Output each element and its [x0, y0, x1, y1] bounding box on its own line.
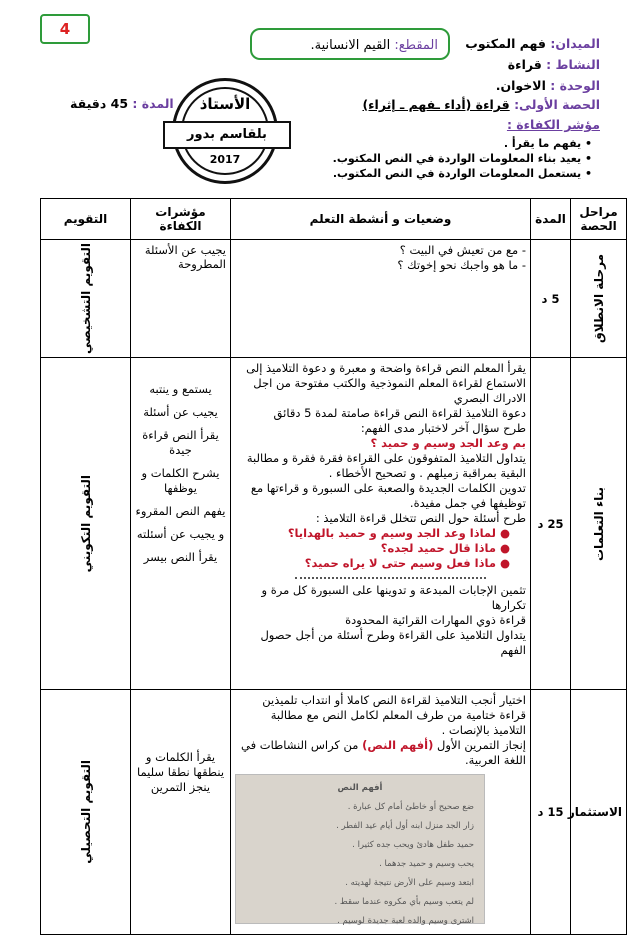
activity-line: دعوة التلاميذ لقراءة النص قراءة صامتة لمدة 5 دقائق: [273, 406, 526, 421]
activity-line: إنجاز التمرين الأول (أفهم النص) من كراس النشاطات في اللغة العربية.: [241, 738, 526, 768]
header-indicators: مؤشرات الكفاءة: [131, 199, 231, 240]
unit-value: الاخوان.: [495, 78, 546, 93]
table-row: [41, 358, 627, 690]
competency-bullet: • يفهم ما يقرأ .: [333, 137, 592, 150]
red-question: بم وعد الجد وسيم و حميد ؟: [370, 436, 526, 451]
header-evaluation: التقويم: [41, 199, 131, 240]
session-line: [362, 97, 600, 112]
indicator-item: يقرأ النص قراءة جيدة: [142, 428, 219, 458]
competency-bullet: • يستعمل المعلومات الواردة في النص المكتوب.: [333, 167, 592, 180]
activity-line: قراءة ذوي المهارات القرائية المحدودة: [345, 613, 526, 628]
indicator-item: ينجز التمرين: [150, 780, 211, 795]
activity-line: - ما هو واجبك نحو إخوتك ؟: [397, 258, 526, 272]
indicator-item: يقرأ الكلمات و ينطقها نطقا سليما: [136, 750, 225, 780]
unit-line: [496, 78, 600, 93]
stage-cell: بناء التعلمات: [571, 358, 627, 690]
competency-bullet: • يعيد بناء المعلومات الواردة في النص المكتوب.: [333, 152, 592, 165]
unit-label: الوحدة :: [550, 78, 600, 93]
teacher-stamp: [172, 78, 278, 184]
stamp-title: الأستاذ: [199, 95, 251, 113]
page-number: 4: [40, 14, 90, 44]
domain-line: [465, 36, 600, 51]
session-label: الحصة الأولى:: [514, 97, 600, 112]
domain-value: فهم المكتوب: [465, 36, 546, 51]
theme-label: المقطع:: [394, 38, 438, 53]
indicators-cell: [131, 690, 231, 935]
domain-label: الميدان:: [550, 36, 600, 51]
duration-line: [70, 96, 174, 111]
theme-value: القيم الانسانية.: [310, 38, 391, 53]
competency-bullets: [333, 135, 592, 182]
theme-box: [250, 28, 450, 60]
indicator-item: و يجيب عن أسئلته: [136, 527, 225, 542]
activity-line: طرح سؤال آخر لاختبار مدى الفهم:: [360, 421, 526, 436]
red-question: ● لماذا وعد الجد وسيم و حميد بالهدايا؟: [235, 526, 510, 541]
duration-cell: 25 د: [531, 358, 571, 690]
dotted-divider: [295, 575, 486, 579]
activities-cell: [231, 358, 531, 690]
evaluation-cell: التقويم التشخيصي: [41, 240, 131, 358]
indicator-item: يستمع و ينتبه: [149, 382, 212, 397]
activity-line: تدوين الكلمات الجديدة والصعبة على السبورة و قراءتها مع توظيفها في جمل مفيدة.: [250, 481, 526, 511]
evaluation-cell: التقويم التحصيلي: [41, 690, 131, 935]
stage-cell: الاستثمار: [571, 690, 627, 935]
activities-cell: [231, 240, 531, 358]
duration-value: 45 دقيقة: [70, 96, 129, 111]
indicators-cell: [131, 358, 231, 690]
competency-label: مؤشر الكفاءة :: [506, 117, 600, 132]
activity-line: يتداول التلاميذ على القراءة وطرح أسئلة من أجل حصول الفهم: [260, 628, 526, 658]
activity-line: اختيار أنجب التلاميذ لقراءة النص كاملا أو انتداب تلميذين: [262, 693, 526, 708]
session-value: قراءة (أداء ـفهم ـ إثراء): [362, 97, 510, 112]
red-question: ● ماذا قال حميد لجده؟: [235, 541, 510, 556]
activity-line: [508, 57, 600, 72]
lesson-table: [40, 198, 627, 935]
indicator-item: يقرأ النص بيسر: [143, 550, 218, 565]
evaluation-cell: التقويم التكويني: [41, 358, 131, 690]
table-header-row: [41, 199, 627, 240]
activity-line: تثمين الإجابات المبدعة و تدوينها على السبورة كل مرة و تكرارها: [261, 583, 526, 613]
activity-line: - مع من تعيش في البيت ؟: [399, 243, 526, 257]
activity-value: قراءة: [507, 57, 542, 72]
stamp-year: 2017: [209, 153, 241, 166]
activity-line: يتداول التلاميذ المتفوقون على القراءة فقرة فقرة و مطالبة البقية بمراقبة زميلهم . و تصحيح الأخطاء .: [246, 451, 526, 481]
table-row: [41, 240, 627, 358]
activity-label: النشاط :: [546, 57, 600, 72]
indicator-item: يشرح الكلمات و يوظفها: [141, 466, 220, 496]
indicator-item: يجيب عن أسئلة: [143, 405, 218, 420]
duration-label: المدة :: [132, 96, 174, 111]
stage-cell: مرحلة الانطلاق: [571, 240, 627, 358]
highlight-text: (أفهم النص): [362, 738, 434, 753]
header-duration: المدة: [531, 199, 571, 240]
indicator-item: يفهم النص المقروء: [135, 504, 226, 519]
header-stages: مراحل الحصة: [571, 199, 627, 240]
competency-line: [507, 117, 600, 132]
indicators-cell: يجيب عن الأسئلة المطروحة: [131, 240, 231, 358]
activity-line: طرح أسئلة حول النص تتخلل قراءة التلاميذ :: [315, 511, 526, 526]
duration-cell: 5 د: [531, 240, 571, 358]
header-activities: وضعيات و أنشطة التعلم: [231, 199, 531, 240]
activity-line: يقرأ المعلم النص قراءة واضحة و معبرة و دعوة التلاميذ إلى الاستماع لقراءة المعلم النموذجية والكتب مفتوحة من اجل الادراك البصري: [246, 361, 526, 406]
table-row: [41, 690, 627, 935]
exercise-photo: أفهم النص ضع صحيح أو خاطئ أمام كل عبارة . زار الجد منزل ابنه أول أيام عيد الفطر . حميد طفل هادئ ويحب جده كثيرا . يحب وسيم و حميد جدهما . ابتعد وسيم على الأرض نتيجة لهديته . لم يتعب وسيم بأي مكروه عندما سقط . اشترى وسيم والده لعبة جديدة لوسيم .: [235, 774, 485, 924]
activities-cell: [231, 690, 531, 935]
activity-line: قراءة ختامية من طرف المعلم لكامل النص مع مطالبة التلاميذ بالإنصات .: [270, 708, 526, 738]
duration-cell: 15 د: [531, 690, 571, 935]
red-question: ● ماذا فعل وسيم حتى لا يراه حميد؟: [235, 556, 510, 571]
stamp-name: بلقاسم بدور: [163, 121, 291, 149]
